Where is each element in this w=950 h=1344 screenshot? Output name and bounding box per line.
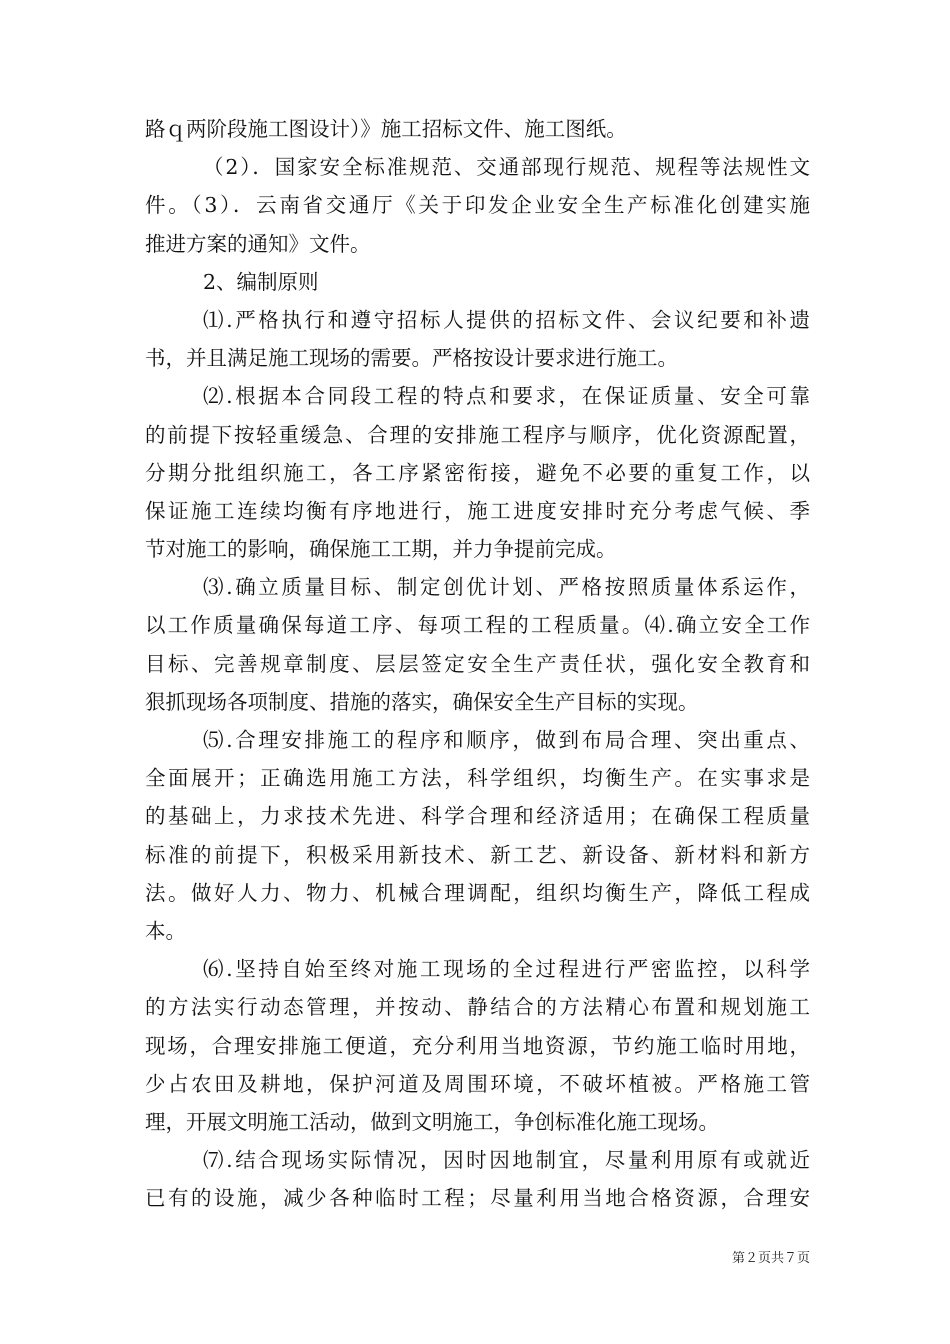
text-line: 路ｑ两阶段施工图设计）》施工招标文件、施工图纸。: [145, 117, 627, 141]
page-number: 第２页共７页: [731, 1251, 810, 1266]
text-line: 狠抓现场各项制度、措施的落实，确保安全生产目标的实现。: [145, 689, 699, 714]
text-line: 本。: [145, 918, 186, 943]
text-line: 节对施工的影响，确保施工工期，并力争提前完成。: [145, 537, 617, 562]
body-text: [145, 110, 810, 1217]
text-line: 书，并且满足施工现场的需要。严格按设计要求进行施工。: [145, 346, 678, 371]
text-line: 理，开展文明施工活动，做到文明施工，争创标准化施工现场。: [145, 1109, 719, 1134]
text-line: ⑹.坚持自始至终对施工现场的全过程进行严密监控，以科学: [203, 957, 810, 982]
text-line: 分期分批组织施工，各工序紧密衔接，避免不必要的重复工作，以: [145, 460, 810, 485]
text-line: ⑶.确立质量目标、制定创优计划、严格按照质量体系运作，: [203, 575, 810, 600]
text-line: 的基础上，力求技术先进、科学合理和经济适用；在确保工程质量: [145, 804, 810, 829]
text-line: 全面展开；正确选用施工方法，科学组织，均衡生产。在实事求是: [145, 766, 810, 791]
text-line: 2、编制原则: [203, 269, 319, 294]
text-line: 现场，合理安排施工便道，充分利用当地资源，节约施工临时用地，: [145, 1033, 810, 1058]
text-line: 已有的设施，减少各种临时工程；尽量利用当地合格资源，合理安: [145, 1186, 810, 1211]
text-line: 推进方案的通知》文件。: [145, 231, 371, 256]
text-line: 标准的前提下，积极采用新技术、新工艺、新设备、新材料和新方: [145, 842, 810, 867]
text-line: ⑺.结合现场实际情况，因时因地制宜，尽量利用原有或就近: [203, 1148, 810, 1173]
text-line: ⑵.根据本合同段工程的特点和要求，在保证质量、安全可靠: [203, 384, 810, 409]
text-line: ⑸.合理安排施工的程序和顺序，做到布局合理、突出重点、: [203, 728, 810, 752]
text-line: 少占农田及耕地，保护河道及周围环境，不破坏植被。严格施工管: [145, 1071, 810, 1096]
text-line: 目标、完善规章制度、层层签定安全生产责任状，强化安全教育和: [145, 651, 810, 676]
text-line: 件。（3）．云南省交通厅《关于印发企业安全生产标准化创建实施: [145, 193, 810, 218]
text-line: 法。做好人力、物力、机械合理调配，组织均衡生产，降低工程成: [145, 880, 810, 905]
text-line: 的方法实行动态管理，并按动、静结合的方法精心布置和规划施工: [145, 995, 810, 1020]
text-line: 保证施工连续均衡有序地进行，施工进度安排时充分考虑气候、季: [145, 498, 810, 523]
text-line: （2）．国家安全标准规范、交通部现行规范、规程等法规性文: [203, 155, 810, 180]
text-line: 的前提下按轻重缓急、合理的安排施工程序与顺序，优化资源配置，: [145, 422, 810, 447]
text-line: 以工作质量确保每道工序、每项工程的工程质量。⑷.确立安全工作: [145, 613, 810, 638]
text-line: ⑴.严格执行和遵守招标人提供的招标文件、会议纪要和补遗: [203, 307, 810, 332]
